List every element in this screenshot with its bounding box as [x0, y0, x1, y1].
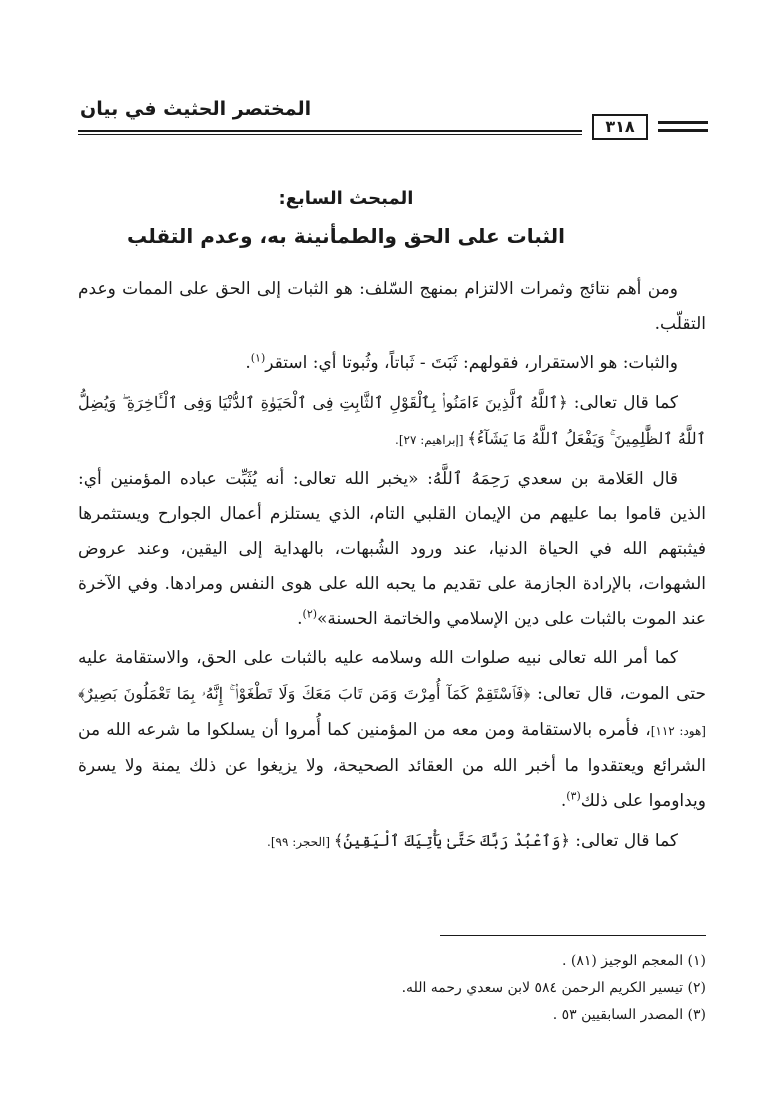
paragraph-4-text: قال العَلامة بن سعدي رَحِمَهُ ٱللَّهُ: «يخبر الله تعالى: أنه يُثَبِّت عباده المؤمنين أي: الذين قاموا بما عليهم من الإيمان القلبي التام، الذي يستلزم أعمال الجوارح ويستثمرها فيثبتهم الله في الحياة الدنيا، عند ورود الشُبهات، بالهداية إلى اليقين، وعند عروض الشهوات، بالإرادة الجازمة على تقديم ما يحبه الله على هوى النفس ومرادها. وفي الآخرة عند الموت بالثبات على دين الإسلامي والخاتمة الحسنة»	[78, 469, 706, 629]
paragraph-2	[78, 346, 706, 381]
header-rule	[78, 130, 582, 132]
footnote-separator	[440, 935, 706, 936]
paragraph-6	[78, 823, 706, 860]
paragraph-5-rest: ، فأمره بالاستقامة ومن معه من المؤمنين كما أُمروا أن يسلكوا ما شرعه الله من الشرائع ويعتقدوا ما أخبر الله من العقائد الصحيحة، ولا يزيغوا عن ذلك يمنة ولا يسرة ويداوموا على ذلك	[78, 720, 706, 811]
paragraph-4	[78, 462, 706, 637]
verse-reference-hud: [هود: ١١٢]	[650, 724, 706, 738]
paragraph-6-intro: كما قال تعالى:	[569, 831, 678, 851]
header-rule-thin	[78, 134, 582, 135]
footnote-ref-1[interactable]: (١)	[250, 351, 266, 365]
running-header-title: المختصر الحثيث في بيان	[80, 98, 312, 120]
paragraph-3	[78, 385, 706, 458]
paragraph-2-end: .	[245, 353, 251, 373]
paragraph-1: ومن أهم نتائج وثمرات الالتزام بمنهج السّلف: هو الثبات إلى الحق على الممات وعدم التقلّب.	[78, 279, 706, 334]
verse-reference-hijr: [الحجر: ٩٩].	[267, 835, 334, 849]
paragraph-5	[78, 641, 706, 819]
footnote-3: (٣) المصدر السابقيين ٥٣ .	[552, 1007, 706, 1023]
footnote-ref-3[interactable]: (٣)	[566, 789, 581, 803]
footnote-1: (١) المعجم الوجيز (٨١) .	[561, 953, 706, 969]
quran-verse-ibrahim: ﴿ٱللَّهُ ٱلَّذِينَ ءَامَنُوا۟ بِٱلْقَوْلِ ٱلثَّابِتِ فِى ٱلْحَيَوٰةِ ٱلدُّنْيَا وَفِى ٱلْـَٔاخِرَةِ ۖ وَيُضِلُّ ٱللَّهُ ٱلظَّٰلِمِينَ ۚ وَيَفْعَلُ ٱللَّهُ مَا يَشَآءُ﴾	[78, 393, 706, 448]
header-ornament-bars	[658, 121, 708, 137]
section-subheading: الثبات على الحق والطمأنينة به، وعدم التقلب	[127, 224, 565, 248]
paragraph-4-end: .	[297, 609, 303, 629]
footnote-2: (٢) تيسير الكريم الرحمن ٥٨٤ لابن سعدي رحمه الله.	[401, 980, 706, 996]
section-heading: المبحث السابع:	[278, 188, 414, 209]
paragraph-5-intro: كما أمر الله تعالى نبيه صلوات الله وسلامه عليه بالثبات على الحق، والاستقامة عليه حتى الموت، قال تعالى:	[78, 648, 706, 704]
paragraph-2-text: والثبات: هو الاستقرار، فقولهم: ثَبَتَ - ثَباتاً، وثُبوتا أي: استقر	[265, 353, 678, 373]
quran-verse-hijr: ﴿وَٱعْبُدْ رَبَّكَ حَتَّىٰ يَأْتِيَكَ ٱلْيَقِينُ﴾	[333, 831, 570, 850]
page-number: ٣١٨	[592, 114, 648, 140]
body-text	[78, 272, 706, 864]
verse-reference-ibrahim: [إبراهيم: ٢٧].	[395, 433, 468, 447]
quran-verse-hud: ﴿فَٱسْتَقِمْ كَمَآ أُمِرْتَ وَمَن تَابَ مَعَكَ وَلَا تَطْغَوْا۟ ۚ إِنَّهُۥ بِمَا تَعْمَلُونَ بَصِيرٌ﴾	[78, 684, 531, 703]
paragraph-5-end: .	[560, 791, 567, 811]
footnote-ref-2[interactable]: (٢)	[302, 607, 318, 621]
paragraph-3-intro: كما قال تعالى:	[567, 393, 678, 413]
footnotes	[300, 948, 706, 1029]
